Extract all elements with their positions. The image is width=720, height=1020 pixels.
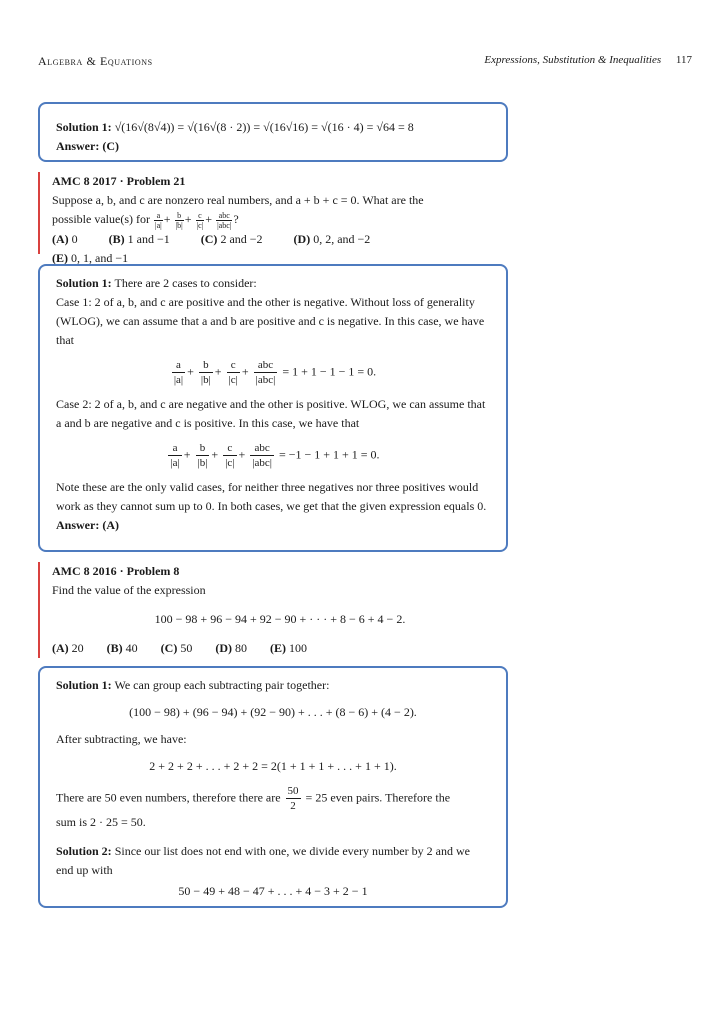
solution-box-problem20 — [38, 102, 508, 162]
solution-label: Solution 1: — [56, 120, 112, 134]
case1-equation: $\frac{a}{|a|}$ + $\frac{b}{|b|}$ + $\frac{c}{|c|}$ + $\frac{\text{abc}}{\text{|abc|}}$ = 1 + 1 − 1 − 1 = 0. — [173, 359, 377, 386]
note-text: Note these are the only valid cases, for neither three negatives nor three positives would work as they cannot sum up to 0. In both cases, we get that the given expression equals 0. — [56, 480, 487, 513]
frac-den: |abc| — [217, 220, 232, 230]
choice-b: (B) 40 — [106, 641, 138, 655]
chapter-title: Algebra & Equations — [38, 54, 153, 68]
choice-a: (A) 0 — [52, 231, 78, 246]
solution2-body: Since our list does not end with one, we divide every number by 2 and we end up with — [56, 844, 470, 877]
frac-num: a — [154, 211, 163, 221]
answer-label: Answer: — [56, 139, 100, 153]
choice-a: (A) 20 — [52, 641, 84, 655]
problem-text-line1: Suppose a, b, and c are nonzero real numbers, and a + b + c = 0. What are the — [52, 193, 424, 207]
fraction-a — [154, 211, 163, 230]
problem-text-line2: possible value(s) for $\frac{a}{|a|}$ + $\frac{b}{|b|}$ + $\frac{c}{|c|}$ + abc |abc| ? — [52, 210, 239, 230]
fraction-abc — [216, 211, 232, 230]
solution-intro — [56, 274, 490, 293]
case2-text: Case 2: 2 of a, b, and c are negative and the other is positive. WLOG, we can assume that a and b are negative and c is positive. In this case, we have that — [56, 397, 486, 430]
problem-expression: 100 − 98 + 96 − 94 + 92 − 90 + · · · + 8 − 6 + 4 − 2. — [154, 612, 406, 626]
answer-value: (A) — [102, 518, 119, 532]
solution-expression: √(16√(8√4)) = √(16√(8 · 2)) = √(16√16) = √(16 · 4) = √64 = 8 — [114, 120, 414, 134]
solution-line — [56, 118, 490, 137]
problem-text: Find the value of the expression — [52, 583, 206, 597]
answer-choices — [52, 639, 508, 658]
problem-heading: AMC 8 2017 · Problem 21 — [52, 174, 186, 188]
sum-expression: 2 + 2 + 2 + . . . + 2 + 2 = 2(1 + 1 + 1 + . . . + 1 + 1). — [149, 759, 397, 773]
sum-line: sum is 2 · 25 = 50. — [56, 815, 146, 829]
fraction-c — [196, 211, 205, 230]
halved-expression: 50 − 49 + 48 − 47 + . . . + 4 − 3 + 2 − 1 — [178, 884, 368, 898]
answer-line — [56, 137, 490, 156]
problem-21 — [38, 172, 508, 265]
choice-d: (D) 0, 2, and −2 — [293, 231, 371, 246]
solution-label: Solution 1: — [56, 276, 112, 290]
after-text: After subtracting, we have: — [56, 732, 187, 746]
choice-c: (C) 2 and −2 — [200, 231, 263, 246]
even-pairs-line: There are 50 even numbers, therefore there are $\frac{50}{2}$ = 25 even pairs. Therefore the — [56, 785, 451, 812]
solution-intro-text: There are 2 cases to consider: — [114, 276, 257, 290]
answer-label: Answer: — [56, 518, 100, 532]
case1-rhs: = 1 + 1 − 1 − 1 = 0. — [282, 364, 377, 379]
grouped-expression: (100 − 98) + (96 − 94) + (92 − 90) + . . . + (8 − 6) + (4 − 2). — [129, 705, 417, 719]
section-title-and-page — [484, 54, 692, 66]
frac-den: |c| — [196, 220, 204, 230]
choice-d: (D) 80 — [215, 641, 248, 655]
answer-line — [56, 516, 490, 535]
answer-choices-row1 — [52, 230, 508, 249]
solution2-text — [56, 842, 490, 880]
problem-8 — [38, 562, 508, 658]
frac-den: |b| — [175, 220, 183, 230]
case2-rhs: = −1 − 1 + 1 + 1 = 0. — [278, 447, 380, 462]
frac-num: c — [196, 211, 205, 221]
choice-e: (E) 0, 1, and −1 — [52, 250, 129, 265]
solution1-intro — [56, 676, 490, 695]
choice-e: (E) 100 — [270, 641, 308, 655]
choice-b: (B) 1 and −1 — [108, 231, 170, 246]
page-header — [38, 54, 692, 72]
case1-text: Case 1: 2 of a, b, and c are positive and the other is negative. Without loss of generality (WLOG), we can assume that a and b are positive and c is negative. In this case, we have that — [56, 295, 485, 347]
section-title: Expressions, Substitution & Inequalities — [484, 54, 662, 66]
fraction-b — [175, 211, 184, 230]
frac-num: abc — [216, 211, 232, 221]
solution-label: Solution 1: — [56, 678, 112, 692]
problem-text-pre: possible value(s) for — [52, 212, 150, 226]
solution1-text: We can group each subtracting pair together: — [114, 678, 330, 692]
page-number: 117 — [675, 54, 692, 66]
solution2-label: Solution 2: — [56, 844, 112, 858]
frac-den: |a| — [154, 220, 162, 230]
problem-text-post: ? — [233, 212, 239, 226]
problem-heading: AMC 8 2016 · Problem 8 — [52, 564, 180, 578]
solution-box-problem21 — [38, 264, 508, 552]
frac-num: b — [175, 211, 184, 221]
solution-box-problem8 — [38, 666, 508, 908]
choice-c: (C) 50 — [160, 641, 193, 655]
case2-equation: $\frac{a}{|a|}$ + $\frac{b}{|b|}$ + $\frac{c}{|c|}$ + $\frac{\text{abc}}{\text{|abc|}}$ = −1 − 1 + 1 + 1 = 0. — [170, 442, 380, 469]
answer-value: (C) — [102, 139, 119, 153]
even-post: = 25 even pairs. Therefore the — [305, 790, 451, 805]
even-pre: There are 50 even numbers, therefore there are — [56, 790, 281, 805]
